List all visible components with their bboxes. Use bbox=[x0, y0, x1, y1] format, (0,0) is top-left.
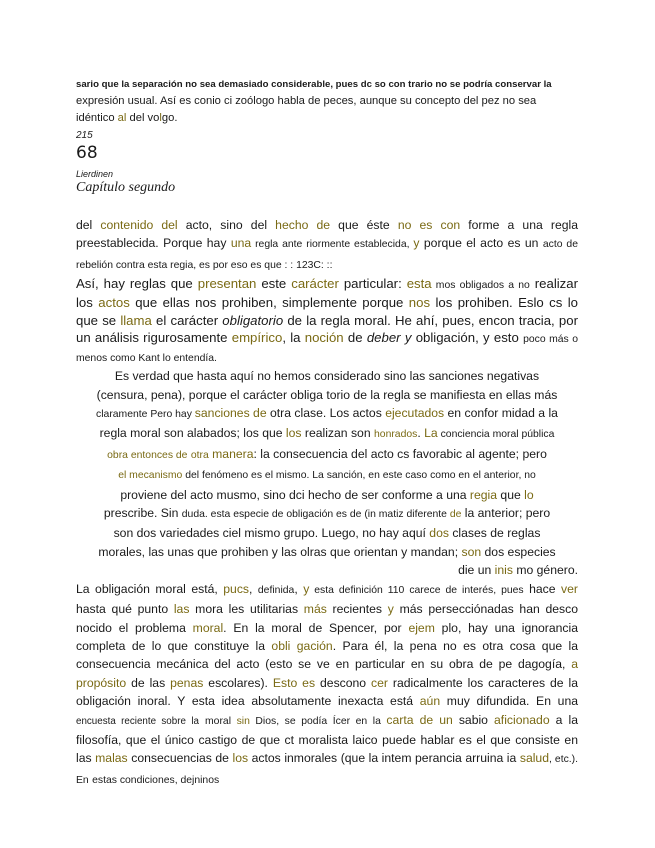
text-run: noción bbox=[304, 329, 344, 345]
text-run: plo, hay una ignorancia completa de lo que constituye la bbox=[76, 620, 579, 653]
text-run: el carácter bbox=[151, 312, 223, 328]
text-run: carta de un bbox=[386, 712, 453, 727]
text-run: y bbox=[303, 581, 310, 596]
text-run: llama bbox=[120, 312, 152, 328]
text-run: las bbox=[173, 602, 190, 617]
text-run: Esto es bbox=[272, 675, 316, 690]
text-run: sanciones de bbox=[194, 406, 267, 421]
text-run: y bbox=[387, 602, 394, 617]
text-run: una bbox=[230, 236, 252, 251]
text-run: , la bbox=[282, 329, 305, 345]
text-run: inis bbox=[494, 563, 513, 578]
text-run: actos inmorales (que la intem perancia arruina ia bbox=[248, 751, 520, 766]
text-run: obra entonces de bbox=[107, 449, 188, 461]
text-run: más bbox=[393, 602, 423, 617]
text-run: ver bbox=[561, 581, 578, 596]
text-run: el mecanismo bbox=[118, 470, 183, 482]
text-run: realizan son bbox=[301, 426, 375, 441]
text-run: regia bbox=[469, 487, 498, 502]
text-run: muy difundida. En una bbox=[440, 694, 578, 709]
text-run: forme a una regla bbox=[460, 218, 578, 232]
text-run: definida bbox=[257, 584, 295, 596]
text-run: deber y bbox=[366, 329, 412, 345]
text-run: porque el acto es un bbox=[419, 236, 539, 251]
text-run: tracia, por un análisis rigurosamente bbox=[76, 312, 578, 345]
text-run: La bbox=[424, 426, 438, 441]
text-run: son dos variedades ciel mismo grupo. Luego, no hay aquí bbox=[113, 526, 430, 541]
top-paragraph bbox=[76, 76, 578, 127]
text-run: esta definición 110 carece de interés, pues bbox=[309, 584, 524, 596]
text-run: descono bbox=[315, 675, 367, 690]
text-run: lo bbox=[524, 487, 534, 502]
text-run: de las bbox=[126, 675, 171, 690]
text-run: penas bbox=[170, 675, 204, 690]
page-number-small: 215 bbox=[76, 130, 93, 141]
text-run: y bbox=[413, 236, 420, 251]
text-run: persecciónadas han desco nocido el problema bbox=[76, 602, 579, 635]
text-run: presentan bbox=[197, 276, 257, 292]
text-run: absolutamente inexacta está bbox=[251, 694, 420, 709]
text-run: dos especies bbox=[481, 544, 556, 559]
text-run: pucs bbox=[223, 581, 250, 596]
text-run: mora les utilitarias bbox=[189, 602, 304, 617]
text-run: moral bbox=[205, 715, 237, 727]
text-run: la anterior; pero bbox=[461, 506, 551, 521]
text-run: cer bbox=[371, 675, 388, 690]
text-run: que éste bbox=[330, 218, 398, 232]
text-run: este bbox=[256, 276, 292, 292]
top-line-1: sario que la separación no sea demasiado considerable, pues dc so con trario no se podría conservar la bbox=[76, 79, 552, 90]
text-run: realizar los bbox=[76, 276, 579, 311]
text-run: , bbox=[294, 581, 304, 596]
text-run: mo género. bbox=[512, 563, 578, 578]
text-run: del bbox=[76, 218, 101, 232]
text-line: (censura, pena), porque el carácter obliga torio de la regla se manifiesta en ellas más bbox=[96, 387, 558, 402]
text-run: a propósito bbox=[76, 657, 578, 690]
text-run: sin bbox=[236, 715, 250, 727]
text-run: consecuencias de bbox=[131, 751, 233, 766]
text-run: manera bbox=[212, 446, 254, 461]
text-run: idéntico bbox=[76, 112, 118, 124]
paragraph-3 bbox=[76, 367, 578, 579]
text-run: en confor midad a la bbox=[444, 406, 558, 421]
text-run: l bbox=[159, 112, 162, 124]
text-run: los bbox=[285, 426, 302, 441]
text-run: , etc.). En bbox=[76, 754, 579, 786]
text-run: no es con bbox=[397, 218, 461, 232]
text-run: más bbox=[303, 602, 327, 617]
text-run: pena no es otra cosa que la consecuencia mecánica del acto (esto se ve en particular bbox=[76, 638, 578, 672]
text-run: ejem bbox=[408, 620, 435, 635]
text-line bbox=[76, 561, 578, 579]
text-run: moral bbox=[192, 620, 224, 635]
running-head-author: Lierdinen bbox=[76, 169, 114, 179]
text-run: obli gación bbox=[271, 638, 333, 653]
text-run: salud bbox=[519, 751, 549, 766]
paragraph-2 bbox=[76, 275, 578, 367]
text-run: La obligación moral está, bbox=[76, 581, 224, 596]
text-run: hasta qué punto bbox=[76, 602, 174, 617]
text-run: encuesta reciente sobre la bbox=[76, 715, 199, 727]
text-run: otra clase. Los actos bbox=[266, 406, 386, 421]
page-number-big: 68 bbox=[76, 143, 98, 163]
text-run: que ellas nos prohiben, simplemente porque bbox=[129, 295, 409, 311]
text-run: aficionado bbox=[494, 712, 550, 727]
text-run: aún bbox=[419, 694, 441, 709]
text-run: ejecutados bbox=[385, 406, 445, 421]
text-run: Dios, se podía Ícer en la bbox=[249, 715, 387, 727]
text-run: acto, sino del bbox=[177, 218, 276, 232]
text-run: duda bbox=[181, 509, 205, 521]
text-run: : la consecuencia del acto cs favorabic al agente; pero bbox=[253, 446, 547, 461]
text-run: nos bbox=[408, 295, 431, 311]
text-run: de la regla moral. He ahí, pues, encon bbox=[283, 312, 515, 328]
text-run: particular: bbox=[338, 276, 407, 292]
text-run: sabio bbox=[452, 712, 495, 727]
text-run: lo que se bbox=[76, 295, 578, 328]
paragraph-4 bbox=[76, 580, 578, 790]
text-run: son bbox=[461, 544, 482, 559]
text-run: a la filosofía, que el único bbox=[76, 712, 578, 747]
running-head-chapter: Capítulo segundo bbox=[76, 180, 176, 195]
text-run: claramente Pero hay bbox=[96, 409, 195, 421]
text-run: morales, las unas que prohiben y las olras que orientan y mandan; bbox=[98, 544, 462, 559]
text-run: castigo de que ct moralista laico puede hablar es el que consiste en las bbox=[76, 732, 578, 766]
text-run: , bbox=[249, 581, 258, 596]
text-run: de bbox=[343, 329, 367, 345]
text-run: de bbox=[449, 509, 462, 521]
text-run: carácter bbox=[291, 276, 339, 292]
text-run: al bbox=[117, 112, 127, 124]
paragraph-1 bbox=[76, 216, 578, 275]
text-run: empírico bbox=[231, 329, 283, 345]
body-text bbox=[76, 216, 578, 790]
text-run: dos bbox=[429, 526, 449, 541]
text-run: esta bbox=[406, 276, 432, 292]
text-run: go bbox=[161, 112, 175, 124]
text-run: obligatorio bbox=[222, 312, 284, 328]
text-line: Es verdad que hasta aquí no hemos considerado sino las sanciones negativas bbox=[114, 369, 540, 384]
text-run: conciencia moral pública bbox=[437, 429, 555, 441]
text-run: . bbox=[174, 112, 178, 124]
text-run: otra bbox=[190, 449, 209, 461]
text-run: los prohiben. Eslo cs bbox=[430, 295, 563, 311]
text-run: poco más o menos como Kant lo entendía. bbox=[76, 333, 578, 365]
text-run: honrados bbox=[374, 429, 418, 441]
text-run: regla ante riormente establecida, bbox=[251, 239, 414, 251]
text-run: hace bbox=[529, 581, 562, 596]
text-run: regla moral son alabados; los que bbox=[99, 426, 286, 441]
text-run: mos obligados a no bbox=[431, 280, 530, 292]
text-run: proviene del acto musmo, sino dci hecho de ser conforme a una bbox=[120, 487, 470, 502]
text-run: malas bbox=[95, 751, 128, 766]
text-run: en su obra de pe dagogía, bbox=[410, 657, 572, 672]
text-run: los bbox=[232, 751, 249, 766]
text-run: acto de rebelión contra esta regia, es por eso es que : : 123C: :: bbox=[76, 239, 578, 271]
text-run: . bbox=[417, 426, 425, 441]
text-run: obligación, y esto bbox=[411, 329, 519, 345]
text-run: prescribe. Sin bbox=[103, 506, 182, 521]
text-run: preestablecida. Porque hay bbox=[76, 236, 231, 251]
document-page bbox=[76, 76, 578, 790]
text-run: recientes bbox=[326, 602, 388, 617]
text-run: del vo bbox=[126, 112, 160, 124]
text-run: escolares). bbox=[203, 675, 273, 690]
text-run: actos bbox=[98, 295, 130, 311]
text-run: contenido del bbox=[100, 218, 178, 232]
text-run: . En la moral de Spencer, por bbox=[223, 620, 402, 635]
text-run: estas condiciones, dejninos bbox=[92, 774, 220, 786]
text-run: del fenómeno es el mismo. La sanción, en este caso como en el anterior, no bbox=[182, 470, 536, 482]
text-run: die un bbox=[458, 563, 495, 578]
text-run: clases de reglas bbox=[448, 526, 541, 541]
text-run: hecho de bbox=[275, 218, 331, 232]
top-line-2: expresión usual. Así es conio ci zoólogo habla de peces, aunque su concepto del pez no sea bbox=[76, 95, 537, 107]
text-run: . Para él, la bbox=[332, 638, 404, 653]
text-run: . esta especie de obligación es de (in matiz diferente bbox=[204, 509, 450, 521]
text-run: radicalmente los caracteres de la obligación inoral. Y esta idea bbox=[76, 675, 579, 709]
top-line-3 bbox=[76, 110, 578, 127]
text-run: Así, hay reglas que bbox=[76, 276, 198, 292]
text-run: que bbox=[497, 487, 525, 502]
